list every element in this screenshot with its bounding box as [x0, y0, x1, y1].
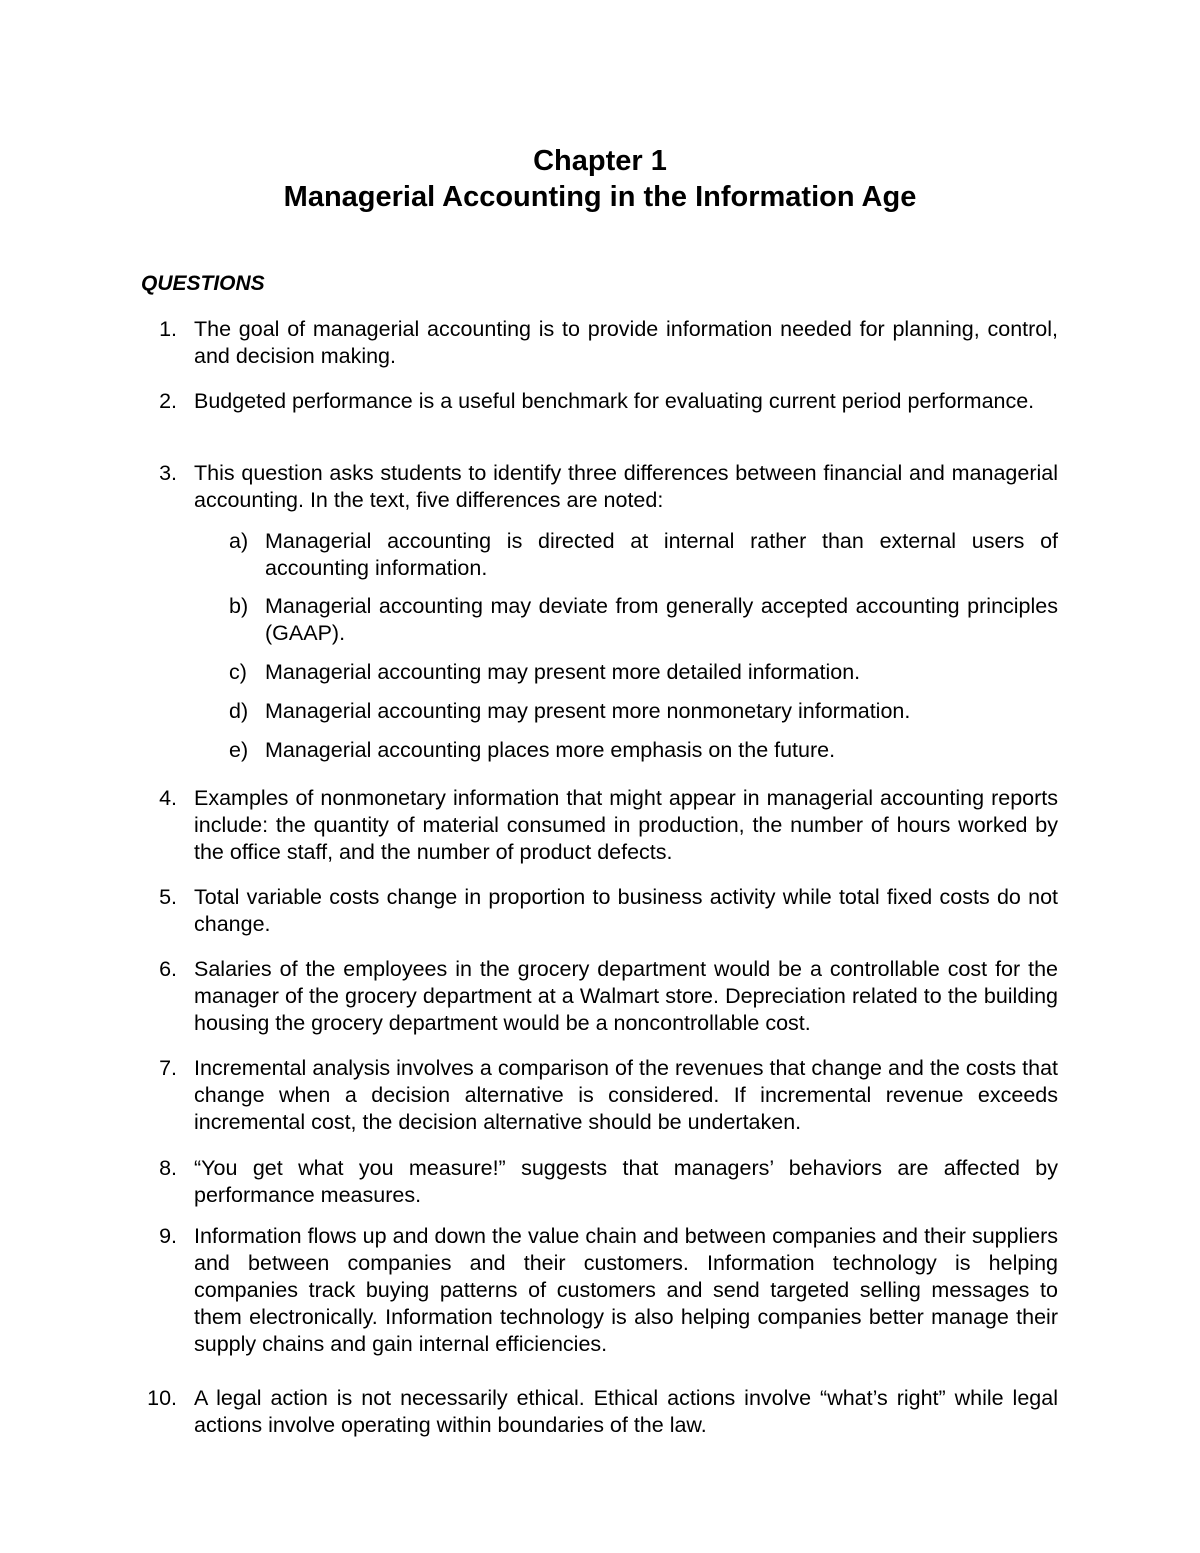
list-item-label: d): [229, 699, 249, 723]
list-item-text: Managerial accounting may present more nonmonetary information.: [265, 699, 911, 723]
chapter-number: Chapter 1: [533, 145, 667, 177]
question-2: [141, 388, 1058, 415]
question-10: [141, 1385, 1058, 1439]
question-text: Budgeted performance is a useful benchmark for evaluating current period performance.: [194, 389, 1035, 413]
question-1: [141, 316, 1058, 370]
question-9: [141, 1223, 1058, 1358]
question-text: Information flows up and down the value chain and between companies and their suppliers and between companies and their customers. Information technology is helping companies track buying patterns of customers and send targeted selling messages to them electronically. Information technology is also helping companies better manage their supply chains and gain internal efficiencies.: [194, 1224, 1058, 1356]
question-number: 9.: [159, 1224, 177, 1248]
list-item: [229, 528, 1058, 582]
question-number: 5.: [159, 885, 177, 909]
question-text: A legal action is not necessarily ethical. Ethical actions involve “what’s right” while legal actions involve operating within boundaries of the law.: [194, 1386, 1058, 1437]
question-text: “You get what you measure!” suggests that managers’ behaviors are affected by performance measures.: [194, 1156, 1058, 1207]
list-item: [229, 659, 1058, 686]
question-text: Incremental analysis involves a comparison of the revenues that change and the costs that change when a decision alternative is considered. If incremental revenue exceeds incremental cost, the decision alternative should be undertaken.: [194, 1056, 1058, 1134]
question-6: [141, 956, 1058, 1037]
question-number: 3.: [159, 461, 177, 485]
question-number: 8.: [159, 1156, 177, 1180]
list-item-label: c): [229, 660, 247, 684]
list-item-text: Managerial accounting places more emphasis on the future.: [265, 738, 836, 762]
question-number: 6.: [159, 957, 177, 981]
question-number: 7.: [159, 1056, 177, 1080]
question-text: Total variable costs change in proportion to business activity while total fixed costs do not change.: [194, 885, 1058, 936]
list-item-label: e): [229, 738, 249, 762]
question-7: [141, 1055, 1058, 1136]
list-item: [229, 593, 1058, 647]
question-number: 1.: [159, 317, 177, 341]
question-number: 10.: [147, 1386, 177, 1410]
list-item-text: Managerial accounting may present more detailed information.: [265, 660, 861, 684]
question-3: [141, 460, 1058, 514]
list-item-label: b): [229, 594, 249, 618]
question-8: [141, 1155, 1058, 1209]
question-number: 4.: [159, 786, 177, 810]
section-heading: QUESTIONS: [141, 272, 265, 295]
question-text: This question asks students to identify three differences between financial and managerial accounting. In the text, five differences are noted:: [194, 461, 1058, 512]
list-item: [229, 737, 1058, 764]
list-item-text: Managerial accounting is directed at internal rather than external users of accounting information.: [265, 529, 1058, 580]
list-item: [229, 698, 1058, 725]
question-number: 2.: [159, 389, 177, 413]
question-4: [141, 785, 1058, 866]
question-text: The goal of managerial accounting is to provide information needed for planning, control, and decision making.: [194, 317, 1058, 368]
question-text: Examples of nonmonetary information that might appear in managerial accounting reports include: the quantity of material consumed in production, the number of hours worked by the office staff, and the number of product defects.: [194, 786, 1058, 864]
list-item-label: a): [229, 529, 249, 553]
question-text: Salaries of the employees in the grocery department would be a controllable cost for the manager of the grocery department at a Walmart store. Depreciation related to the building housing the grocery department would be a noncontrollable cost.: [194, 957, 1058, 1035]
question-5: [141, 884, 1058, 938]
chapter-title: Managerial Accounting in the Information Age: [283, 181, 917, 213]
list-item-text: Managerial accounting may deviate from generally accepted accounting principles (GAAP).: [265, 594, 1058, 645]
